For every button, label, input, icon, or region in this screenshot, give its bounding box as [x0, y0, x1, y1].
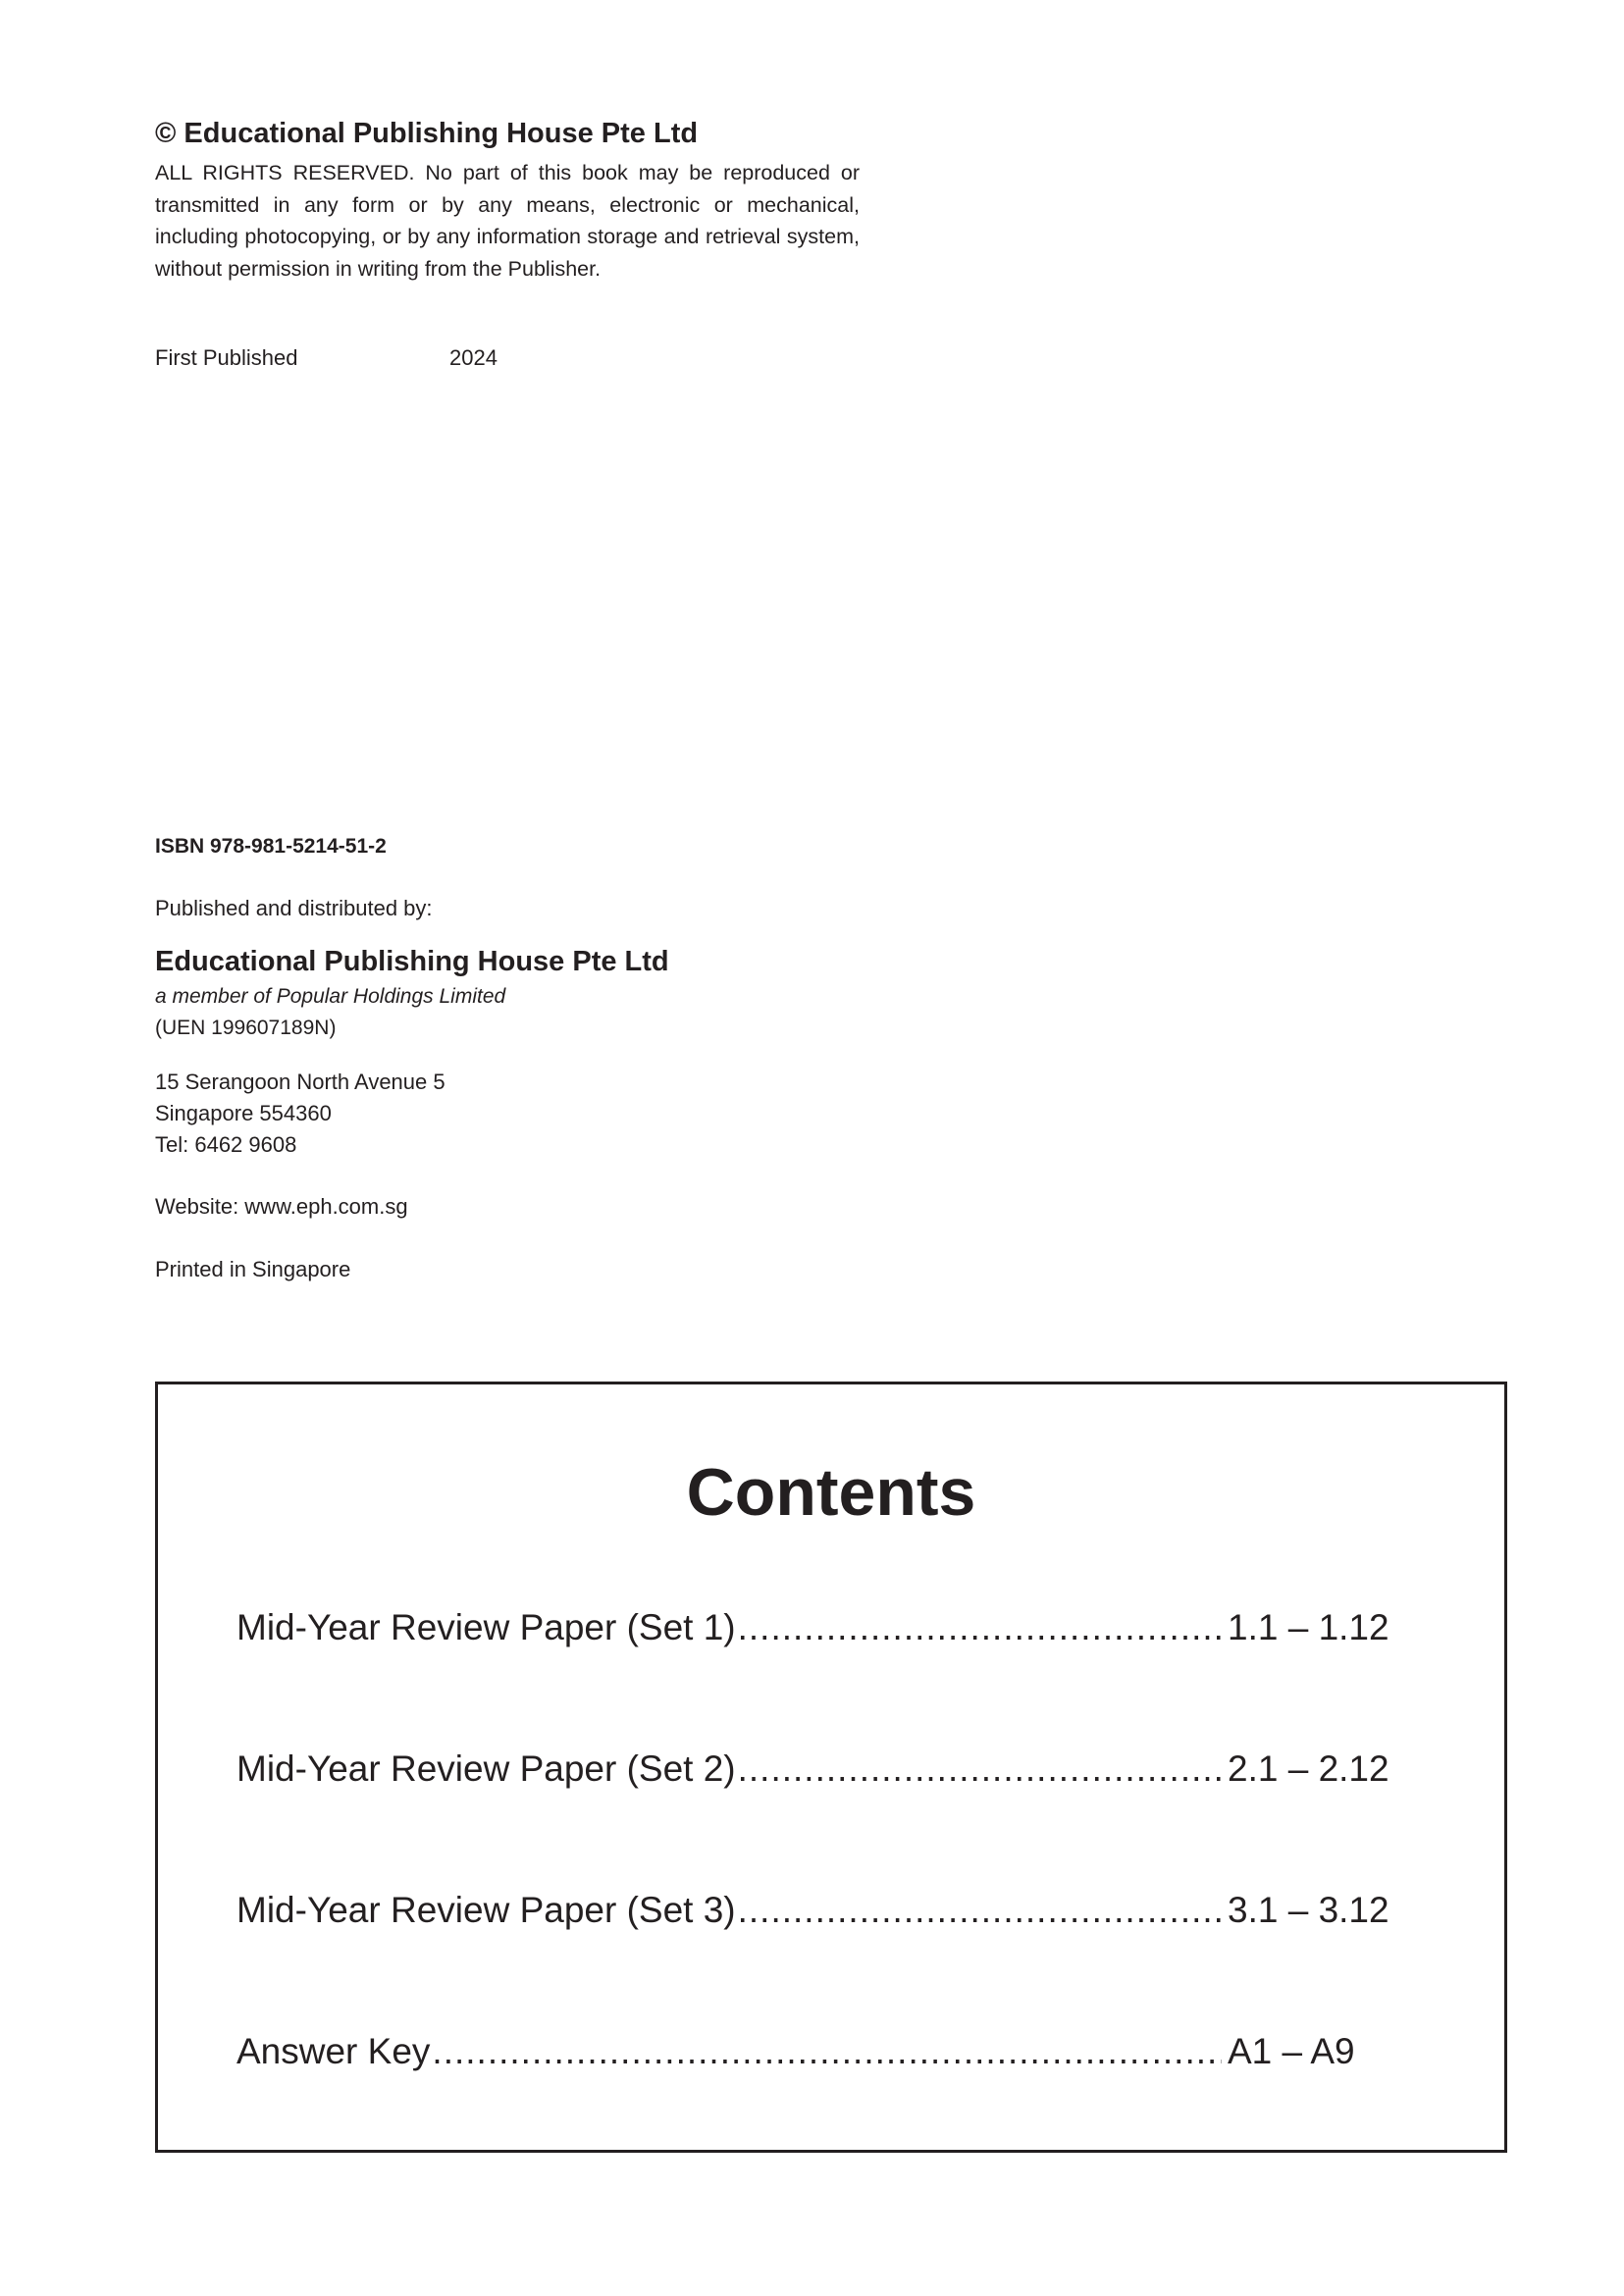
toc-entry-pages: 2.1 – 2.12 [1228, 1748, 1389, 1789]
publisher-address [155, 1067, 445, 1161]
toc-entry-set-3[interactable] [236, 1886, 1394, 1935]
first-published-year: 2024 [449, 345, 498, 370]
toc-dot-leader [738, 1886, 1222, 1935]
telephone-line: Tel: 6462 9608 [155, 1132, 297, 1157]
toc-entry-pages: A1 – A9 [1228, 2031, 1355, 2071]
first-published-label: First Published [155, 345, 298, 370]
rights-line: ALL RIGHTS RESERVED. No part of this book may be reproduced or [155, 161, 860, 184]
toc-dot-leader [738, 1745, 1222, 1794]
copyright-heading: © Educational Publishing House Pte Ltd [155, 118, 699, 149]
contents-title: Contents [686, 1455, 976, 1530]
rights-line: including photocopying, or by any information storage and retrieval [155, 225, 781, 248]
copyright-block [155, 114, 860, 285]
toc-dot-leader [432, 2027, 1222, 2076]
toc-entry-pages: 1.1 – 1.12 [1228, 1607, 1389, 1647]
address-line: Singapore 554360 [155, 1101, 332, 1125]
uen-number: (UEN 199607189N) [155, 1017, 337, 1039]
distributed-by-label: Published and distributed by: [155, 896, 433, 920]
toc-entry-pages: 3.1 – 3.12 [1228, 1890, 1389, 1930]
toc-entry-set-1[interactable] [236, 1603, 1394, 1652]
contents-box [155, 1382, 1507, 2153]
toc-entry-answer-key[interactable] [236, 2027, 1394, 2076]
toc-entry-set-2[interactable] [236, 1745, 1394, 1794]
printed-in: Printed in Singapore [155, 1257, 351, 1281]
isbn: ISBN 978-981-5214-51-2 [155, 835, 387, 858]
toc-dot-leader [738, 1603, 1222, 1652]
member-note: a member of Popular Holdings Limited [155, 985, 506, 1008]
toc-entry-title: Mid-Year Review Paper (Set 3) [236, 1890, 736, 1930]
publisher-name: Educational Publishing House Pte Ltd [155, 946, 669, 977]
rights-line: system, without permission in writing from the Publisher. [155, 225, 860, 281]
toc-entry-title: Mid-Year Review Paper (Set 2) [236, 1748, 736, 1789]
toc-entry-title: Mid-Year Review Paper (Set 1) [236, 1607, 736, 1647]
address-line: 15 Serangoon North Avenue 5 [155, 1070, 445, 1094]
rights-notice [155, 157, 860, 285]
toc-entry-title: Answer Key [236, 2031, 431, 2071]
website: Website: www.eph.com.sg [155, 1194, 408, 1219]
rights-line: transmitted in any form or by any means, electronic or mechanical, [155, 192, 860, 217]
first-published [155, 343, 498, 373]
